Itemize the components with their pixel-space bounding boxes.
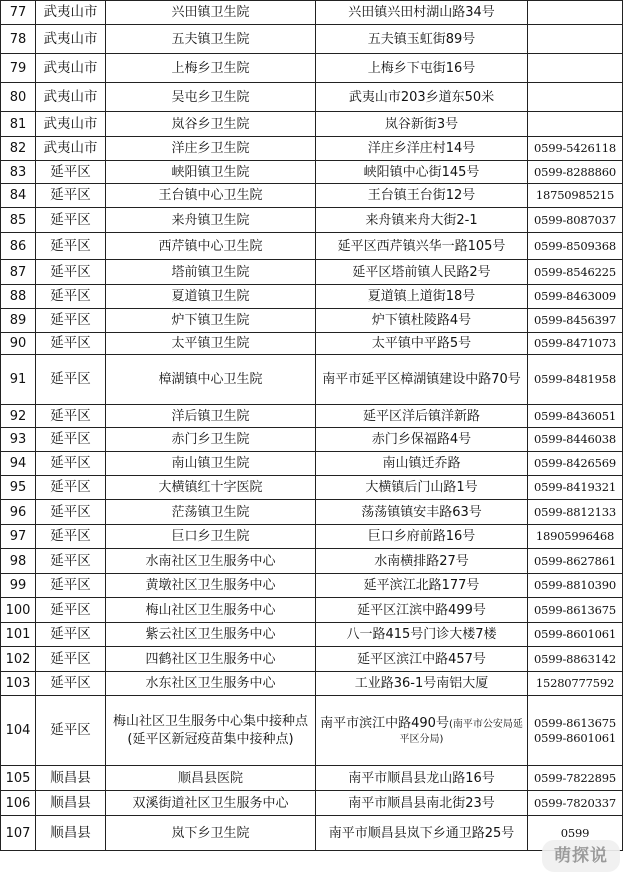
phone-number: 0599-8601061 — [534, 730, 616, 745]
district-cell: 延平区 — [36, 333, 106, 355]
table-row — [1, 647, 623, 672]
hospital-name-cell: 岚谷乡卫生院 — [106, 112, 316, 137]
table-row — [1, 184, 623, 208]
row-number: 102 — [1, 647, 36, 672]
hospital-name-cell: 峡阳镇卫生院 — [106, 161, 316, 184]
row-number: 97 — [1, 525, 36, 549]
address-text: 南平市滨江中路490号 — [320, 715, 449, 731]
table-row — [1, 574, 623, 598]
hospital-name-cell: 王台镇中心卫生院 — [106, 184, 316, 208]
district-cell: 延平区 — [36, 208, 106, 233]
table-row — [1, 333, 623, 355]
district-cell: 延平区 — [36, 161, 106, 184]
phone-cell: 0599-8456397 — [528, 309, 623, 333]
phone-cell: 0599-8463009 — [528, 285, 623, 309]
address-cell: 延平区塔前镇人民路2号 — [316, 260, 528, 285]
address-cell: 南平市顺昌县岚下乡通卫路25号 — [316, 816, 528, 851]
phone-cell: 0599-8446038 — [528, 428, 623, 452]
phone-number: 0599-8613675 — [534, 715, 616, 730]
row-number: 82 — [1, 137, 36, 161]
row-number: 85 — [1, 208, 36, 233]
row-number: 81 — [1, 112, 36, 137]
hospital-name-cell: 夏道镇卫生院 — [106, 285, 316, 309]
table-row — [1, 405, 623, 428]
row-number: 84 — [1, 184, 36, 208]
table-row — [1, 233, 623, 260]
phone-cell: 18750985215 — [528, 184, 623, 208]
row-number: 92 — [1, 405, 36, 428]
table-row — [1, 816, 623, 851]
hospital-name-cell: 大横镇红十字医院 — [106, 476, 316, 500]
address-cell: 延平滨江北路177号 — [316, 574, 528, 598]
phone-cell: 0599-8481958 — [528, 355, 623, 405]
address-cell: 王台镇王台街12号 — [316, 184, 528, 208]
row-number: 106 — [1, 791, 36, 816]
phone-cell: 0599-8087037 — [528, 208, 623, 233]
row-number: 101 — [1, 623, 36, 647]
phone-cell: 0599-8863142 — [528, 647, 623, 672]
phone-cell: 0599-8810390 — [528, 574, 623, 598]
district-cell: 延平区 — [36, 696, 106, 766]
phone-cell: 0599-8419321 — [528, 476, 623, 500]
row-number: 90 — [1, 333, 36, 355]
phone-cell — [528, 83, 623, 112]
hospital-name-cell: 水东社区卫生服务中心 — [106, 672, 316, 696]
row-number: 98 — [1, 549, 36, 574]
district-cell: 武夷山市 — [36, 1, 106, 25]
table-row — [1, 260, 623, 285]
hospital-name-cell: 洋庄乡卫生院 — [106, 137, 316, 161]
district-cell: 延平区 — [36, 260, 106, 285]
district-cell: 武夷山市 — [36, 54, 106, 83]
row-number: 100 — [1, 598, 36, 623]
hospital-name-cell: 四鹤社区卫生服务中心 — [106, 647, 316, 672]
hospital-name-cell: 紫云社区卫生服务中心 — [106, 623, 316, 647]
address-cell: 洋庄乡洋庄村14号 — [316, 137, 528, 161]
district-cell: 顺昌县 — [36, 766, 106, 791]
hospital-name-cell: 来舟镇卫生院 — [106, 208, 316, 233]
table-row — [1, 766, 623, 791]
table-row — [1, 208, 623, 233]
address-cell: 南平市顺昌县龙山路16号 — [316, 766, 528, 791]
table-row — [1, 83, 623, 112]
district-cell: 延平区 — [36, 623, 106, 647]
table-row — [1, 500, 623, 525]
district-cell: 延平区 — [36, 184, 106, 208]
row-number: 89 — [1, 309, 36, 333]
row-number: 77 — [1, 1, 36, 25]
address-cell: 太平镇中平路5号 — [316, 333, 528, 355]
phone-cell — [528, 1, 623, 25]
phone-cell — [528, 696, 623, 766]
district-cell: 延平区 — [36, 233, 106, 260]
phone-cell: 0599-8426569 — [528, 452, 623, 476]
hospital-name-cell: 上梅乡卫生院 — [106, 54, 316, 83]
row-number: 83 — [1, 161, 36, 184]
row-number: 96 — [1, 500, 36, 525]
hospital-name-cell: 樟湖镇中心卫生院 — [106, 355, 316, 405]
district-cell: 延平区 — [36, 428, 106, 452]
row-number: 80 — [1, 83, 36, 112]
address-cell: 夏道镇上道街18号 — [316, 285, 528, 309]
phone-cell: 18905996468 — [528, 525, 623, 549]
address-cell: 延平区洋后镇洋新路 — [316, 405, 528, 428]
address-cell: 延平区滨江中路457号 — [316, 647, 528, 672]
district-cell: 武夷山市 — [36, 83, 106, 112]
phone-cell: 0599-8471073 — [528, 333, 623, 355]
row-number: 95 — [1, 476, 36, 500]
address-cell: 南平市顺昌县南北街23号 — [316, 791, 528, 816]
row-number: 93 — [1, 428, 36, 452]
address-cell: 南平市延平区樟湖镇建设中路70号 — [316, 355, 528, 405]
district-cell: 延平区 — [36, 647, 106, 672]
table-row — [1, 355, 623, 405]
hospital-name-cell: 太平镇卫生院 — [106, 333, 316, 355]
phone-cell: 0599-8812133 — [528, 500, 623, 525]
district-cell: 延平区 — [36, 525, 106, 549]
row-number: 103 — [1, 672, 36, 696]
district-cell: 顺昌县 — [36, 816, 106, 851]
address-note: (南平市公安局延平区分局) — [399, 718, 523, 745]
watermark-logo: 萌探说 — [542, 840, 620, 872]
district-cell: 延平区 — [36, 500, 106, 525]
address-cell: 兴田镇兴田村湖山路34号 — [316, 1, 528, 25]
address-cell: 赤门乡保福路4号 — [316, 428, 528, 452]
hospital-name-cell: 水南社区卫生服务中心 — [106, 549, 316, 574]
hospital-name-cell: 塔前镇卫生院 — [106, 260, 316, 285]
table-row — [1, 161, 623, 184]
hospital-name-cell: 梅山社区卫生服务中心集中接种点(延平区新冠疫苗集中接种点) — [106, 696, 316, 766]
address-cell: 五夫镇玉虹街89号 — [316, 25, 528, 54]
table-body — [1, 1, 623, 851]
phone-cell: 0599-5426118 — [528, 137, 623, 161]
table-row — [1, 285, 623, 309]
address-cell: 巨口乡府前路16号 — [316, 525, 528, 549]
row-number: 99 — [1, 574, 36, 598]
district-cell: 延平区 — [36, 405, 106, 428]
table-row — [1, 112, 623, 137]
hospital-name-cell: 西芹镇中心卫生院 — [106, 233, 316, 260]
hospital-name-cell: 黄墩社区卫生服务中心 — [106, 574, 316, 598]
phone-cell: 15280777592 — [528, 672, 623, 696]
hospital-name-cell: 巨口乡卫生院 — [106, 525, 316, 549]
table-row — [1, 137, 623, 161]
row-number: 94 — [1, 452, 36, 476]
row-number: 87 — [1, 260, 36, 285]
hospital-name-cell: 五夫镇卫生院 — [106, 25, 316, 54]
row-number: 105 — [1, 766, 36, 791]
hospital-name-cell: 吴屯乡卫生院 — [106, 83, 316, 112]
row-number: 78 — [1, 25, 36, 54]
table-row — [1, 598, 623, 623]
table-row — [1, 452, 623, 476]
phone-cell: 0599-8601061 — [528, 623, 623, 647]
address-cell: 来舟镇来舟大街2-1 — [316, 208, 528, 233]
address-cell: 大横镇后门山路1号 — [316, 476, 528, 500]
address-cell: 炉下镇杜陵路4号 — [316, 309, 528, 333]
address-cell: 南山镇迁乔路 — [316, 452, 528, 476]
table-row — [1, 476, 623, 500]
row-number: 79 — [1, 54, 36, 83]
address-cell: 延平区西芹镇兴华一路105号 — [316, 233, 528, 260]
hospital-name-cell: 兴田镇卫生院 — [106, 1, 316, 25]
table-row — [1, 672, 623, 696]
phone-cell — [528, 112, 623, 137]
table-row — [1, 428, 623, 452]
phone-cell: 0599-8509368 — [528, 233, 623, 260]
district-cell: 延平区 — [36, 285, 106, 309]
district-cell: 延平区 — [36, 672, 106, 696]
district-cell: 延平区 — [36, 355, 106, 405]
row-number: 104 — [1, 696, 36, 766]
hospital-name-cell: 南山镇卫生院 — [106, 452, 316, 476]
district-cell: 武夷山市 — [36, 137, 106, 161]
address-cell: 工业路36-1号南铝大厦 — [316, 672, 528, 696]
hospital-name-cell: 顺昌县医院 — [106, 766, 316, 791]
address-cell: 岚谷新街3号 — [316, 112, 528, 137]
table-row — [1, 549, 623, 574]
hospital-name-cell: 岚下乡卫生院 — [106, 816, 316, 851]
phone-cell: 0599-7820337 — [528, 791, 623, 816]
address-cell: 武夷山市203乡道东50米 — [316, 83, 528, 112]
hospital-name-cell: 双溪街道社区卫生服务中心 — [106, 791, 316, 816]
address-cell: 延平区江滨中路499号 — [316, 598, 528, 623]
district-cell: 延平区 — [36, 598, 106, 623]
district-cell: 延平区 — [36, 574, 106, 598]
phone-cell: 0599-7822895 — [528, 766, 623, 791]
row-number: 86 — [1, 233, 36, 260]
hospital-name-cell: 茫荡镇卫生院 — [106, 500, 316, 525]
hospital-name-cell: 洋后镇卫生院 — [106, 405, 316, 428]
row-number: 107 — [1, 816, 36, 851]
address-cell: 荡荡镇镇安丰路63号 — [316, 500, 528, 525]
hospital-name-cell: 炉下镇卫生院 — [106, 309, 316, 333]
table-row — [1, 791, 623, 816]
address-cell: 水南横排路27号 — [316, 549, 528, 574]
district-cell: 武夷山市 — [36, 25, 106, 54]
address-cell: 峡阳镇中心街145号 — [316, 161, 528, 184]
district-cell: 武夷山市 — [36, 112, 106, 137]
address-cell: 八一路415号门诊大楼7楼 — [316, 623, 528, 647]
row-number: 91 — [1, 355, 36, 405]
table-row — [1, 525, 623, 549]
district-cell: 延平区 — [36, 476, 106, 500]
phone-cell: 0599-8288860 — [528, 161, 623, 184]
district-cell: 延平区 — [36, 452, 106, 476]
table-row — [1, 25, 623, 54]
row-number: 88 — [1, 285, 36, 309]
phone-cell — [528, 25, 623, 54]
phone-cell: 0599-8613675 — [528, 598, 623, 623]
table-row — [1, 54, 623, 83]
district-cell: 延平区 — [36, 309, 106, 333]
table-row — [1, 309, 623, 333]
phone-cell: 0599-8627861 — [528, 549, 623, 574]
hospital-name-cell: 赤门乡卫生院 — [106, 428, 316, 452]
address-cell — [316, 696, 528, 766]
district-cell: 顺昌县 — [36, 791, 106, 816]
hospital-name-cell: 梅山社区卫生服务中心 — [106, 598, 316, 623]
table-row — [1, 1, 623, 25]
phone-cell — [528, 54, 623, 83]
phone-cell: 0599 — [528, 816, 623, 851]
phone-cell: 0599-8436051 — [528, 405, 623, 428]
table-row — [1, 696, 623, 766]
district-cell: 延平区 — [36, 549, 106, 574]
address-cell: 上梅乡下屯街16号 — [316, 54, 528, 83]
phone-cell: 0599-8546225 — [528, 260, 623, 285]
table-row — [1, 623, 623, 647]
